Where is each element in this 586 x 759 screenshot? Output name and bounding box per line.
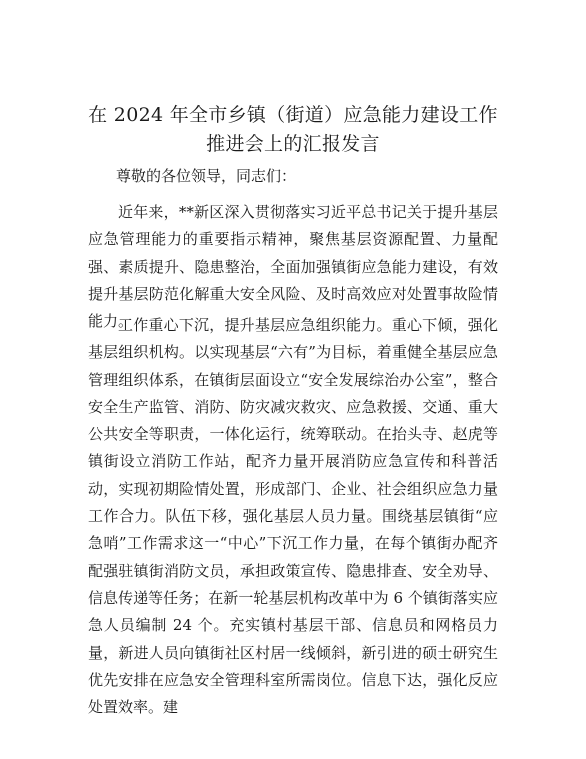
document-title-line-2: 推进会上的汇报发言 [206,133,380,155]
salutation: 尊敬的各位领导，同志们： [116,167,297,185]
paragraph-1: 近年来，**新区深入贯彻落实习近平总书记关于提升基层应急管理能力的重要指示精神，聚焦基层资源配置、力量配强、素质提升、隐患整治，全面加强镇街应急能力建设，有效提升基层防范化解重大安全风险、及时高效应对处置事故险情能力。 [88,203,498,331]
document-title-line-1: 在 2024 年全市乡镇（街道）应急能力建设工作 [88,104,498,126]
paragraph-2: 工作重心下沉，提升基层应急组织能力。重心下倾，强化基层组织机构。以实现基层“六有”为目标，着重健全基层应急管理组织体系，在镇街层面设立“安全发展综治办公室”，整合安全生产监管、消防、防灾减灾救灾、应急救援、交通、重大公共安全等职责，一体化运行，统筹联动。在抬头寺、赵虎等镇街设立消防工作站，配齐力量开展消防应急宣传和科普活动，实现初期险情处置，形成部门、企业、社会组织应急力量工作合力。队伍下移，强化基层人员力量。围绕基层镇街“应急哨”工作需求这一“中心”下沉工作力量，在每个镇街办配齐配强驻镇街消防文员，承担政策宣传、隐患排查、安全劝导、信息传递等任务；在新一轮基层机构改革中为 6 个镇街落实应急人员编制 24 个。充实镇村基层干部、信息员和网格员力量，新进人员向镇街社区村居一线倾斜，新引进的硕士研究生优先安排在应急安全管理科室所需岗位。信息下达，强化反应处置效率。建 [88,316,498,717]
